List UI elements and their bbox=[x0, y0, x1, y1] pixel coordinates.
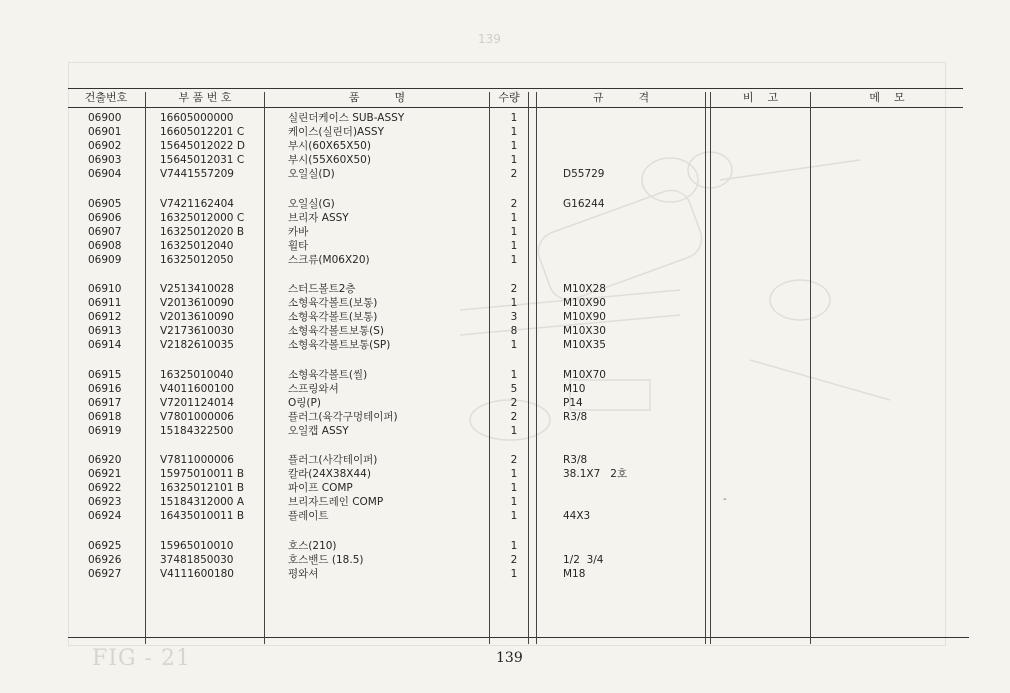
cell-item-no: 06916 bbox=[88, 383, 122, 395]
cell-part-number: V4111600180 bbox=[160, 568, 234, 580]
stray-mark: - bbox=[723, 494, 727, 505]
cell-part-number: V7421162404 bbox=[160, 198, 234, 210]
cell-quantity: 5 bbox=[510, 383, 518, 395]
cell-quantity: 1 bbox=[510, 540, 518, 552]
cell-part-name: 스터드볼트2층 bbox=[288, 283, 356, 295]
cell-part-number: V4011600100 bbox=[160, 383, 234, 395]
cell-spec: G16244 bbox=[563, 198, 605, 210]
column-divider bbox=[536, 92, 537, 644]
cell-part-number: V2513410028 bbox=[160, 283, 234, 295]
cell-part-name: 소형육각볼트(씰) bbox=[288, 369, 368, 381]
cell-item-no: 06901 bbox=[88, 126, 122, 138]
cell-part-name: 소형육각볼트보통(SP) bbox=[288, 339, 391, 351]
header-part-no: 부 품 번 호 bbox=[178, 91, 232, 104]
header-note: 비 고 bbox=[742, 91, 779, 104]
cell-quantity: 1 bbox=[510, 510, 518, 522]
cell-item-no: 06910 bbox=[88, 283, 122, 295]
cell-quantity: 1 bbox=[510, 425, 518, 437]
cell-quantity: 2 bbox=[510, 454, 518, 466]
cell-item-no: 06915 bbox=[88, 369, 122, 381]
cell-quantity: 1 bbox=[510, 212, 518, 224]
cell-part-name: 브리자 ASSY bbox=[288, 212, 349, 224]
cell-spec: M10X30 bbox=[563, 325, 606, 337]
cell-part-number: V7441557209 bbox=[160, 168, 234, 180]
cell-part-number: V2173610030 bbox=[160, 325, 234, 337]
cell-part-number: 15975010011 B bbox=[160, 468, 245, 480]
header-memo: 메 모 bbox=[869, 91, 905, 104]
cell-part-name: 실린더케이스 SUB-ASSY bbox=[288, 112, 405, 124]
cell-part-name: 호스밴드 (18.5) bbox=[288, 554, 364, 566]
cell-item-no: 06920 bbox=[88, 454, 122, 466]
cell-part-name: 케이스(실린더)ASSY bbox=[288, 126, 384, 138]
cell-part-name: 소형육각볼트(보통) bbox=[288, 297, 378, 309]
table-header-rule bbox=[68, 107, 963, 108]
cell-quantity: 2 bbox=[510, 168, 518, 180]
column-divider bbox=[705, 92, 706, 644]
cell-part-name: 부시(60X65X50) bbox=[288, 140, 371, 152]
cell-part-name: 호스(210) bbox=[288, 540, 337, 552]
cell-part-name: 오일캡 ASSY bbox=[288, 425, 349, 437]
cell-spec: M10X90 bbox=[563, 311, 606, 323]
cell-part-name: 카바 bbox=[288, 226, 309, 238]
cell-part-number: V2182610035 bbox=[160, 339, 234, 351]
cell-spec: P14 bbox=[563, 397, 583, 409]
cell-quantity: 1 bbox=[510, 240, 518, 252]
cell-part-name: 휠타 bbox=[288, 240, 309, 252]
cell-item-no: 06903 bbox=[88, 154, 122, 166]
cell-spec: M10X70 bbox=[563, 369, 606, 381]
cell-quantity: 2 bbox=[510, 198, 518, 210]
cell-quantity: 1 bbox=[510, 339, 518, 351]
cell-item-no: 06905 bbox=[88, 198, 122, 210]
cell-part-name: 오일실(G) bbox=[288, 198, 335, 210]
cell-part-number: 15965010010 bbox=[160, 540, 234, 552]
cell-part-number: 16325012020 B bbox=[160, 226, 245, 238]
table-top-rule bbox=[68, 88, 963, 89]
cell-part-name: 소형육각볼트(보통) bbox=[288, 311, 378, 323]
cell-quantity: 1 bbox=[510, 468, 518, 480]
cell-quantity: 2 bbox=[510, 283, 518, 295]
cell-part-name: O링(P) bbox=[288, 397, 321, 409]
header-name: 품 명 bbox=[348, 91, 406, 104]
cell-part-name: 부시(55X60X50) bbox=[288, 154, 371, 166]
cell-spec: M10X28 bbox=[563, 283, 606, 295]
page-number: 139 bbox=[496, 650, 523, 666]
cell-part-number: V2013610090 bbox=[160, 311, 234, 323]
cell-spec: R3/8 bbox=[563, 411, 588, 423]
cell-quantity: 2 bbox=[510, 554, 518, 566]
cell-part-number: 16435010011 B bbox=[160, 510, 245, 522]
cell-item-no: 06918 bbox=[88, 411, 122, 423]
cell-part-name: 소형육각볼트보통(S) bbox=[288, 325, 385, 337]
cell-part-name: 플러그(사각테이퍼) bbox=[288, 454, 378, 466]
cell-item-no: 06923 bbox=[88, 496, 122, 508]
cell-spec: M18 bbox=[563, 568, 586, 580]
cell-item-no: 06921 bbox=[88, 468, 122, 480]
cell-spec: 1/2 3/4 bbox=[563, 554, 604, 566]
column-divider bbox=[710, 92, 711, 644]
cell-part-number: 16605000000 bbox=[160, 112, 234, 124]
cell-part-name: 플레이트 bbox=[288, 510, 329, 522]
cell-quantity: 2 bbox=[510, 411, 518, 423]
cell-quantity: 1 bbox=[510, 496, 518, 508]
cell-part-name: 스크류(M06X20) bbox=[288, 254, 370, 266]
header-no: 건출번호 bbox=[84, 91, 128, 104]
cell-quantity: 1 bbox=[510, 226, 518, 238]
bleed-through-header: 139 bbox=[478, 32, 501, 46]
table-bottom-rule bbox=[68, 637, 969, 638]
cell-quantity: 1 bbox=[510, 154, 518, 166]
cell-item-no: 06904 bbox=[88, 168, 122, 180]
column-divider bbox=[489, 92, 490, 644]
cell-part-number: 16325012000 C bbox=[160, 212, 245, 224]
cell-spec: M10 bbox=[563, 383, 586, 395]
cell-quantity: 1 bbox=[510, 369, 518, 381]
cell-item-no: 06906 bbox=[88, 212, 122, 224]
cell-item-no: 06926 bbox=[88, 554, 122, 566]
cell-quantity: 8 bbox=[510, 325, 518, 337]
cell-item-no: 06919 bbox=[88, 425, 122, 437]
cell-item-no: 06917 bbox=[88, 397, 122, 409]
cell-part-name: 스프링와셔 bbox=[288, 383, 339, 395]
cell-part-number: V7801000006 bbox=[160, 411, 234, 423]
bleed-through-footer: FIG - 21 bbox=[92, 646, 191, 671]
cell-part-number: 15645012031 C bbox=[160, 154, 245, 166]
cell-item-no: 06900 bbox=[88, 112, 122, 124]
cell-quantity: 1 bbox=[510, 297, 518, 309]
cell-quantity: 1 bbox=[510, 568, 518, 580]
cell-part-number: V7201124014 bbox=[160, 397, 234, 409]
cell-item-no: 06913 bbox=[88, 325, 122, 337]
cell-part-name: 오일실(D) bbox=[288, 168, 335, 180]
cell-part-number: 15184312000 A bbox=[160, 496, 245, 508]
cell-part-number: 15184322500 bbox=[160, 425, 234, 437]
cell-spec: 44X3 bbox=[563, 510, 591, 522]
cell-part-name: 칼라(24X38X44) bbox=[288, 468, 371, 480]
cell-quantity: 2 bbox=[510, 397, 518, 409]
cell-spec: D55729 bbox=[563, 168, 605, 180]
cell-item-no: 06924 bbox=[88, 510, 122, 522]
cell-quantity: 1 bbox=[510, 482, 518, 494]
cell-spec: R3/8 bbox=[563, 454, 588, 466]
cell-item-no: 06908 bbox=[88, 240, 122, 252]
cell-part-number: 16325012101 B bbox=[160, 482, 245, 494]
cell-item-no: 06907 bbox=[88, 226, 122, 238]
cell-part-name: 플러그(육각구멍테이퍼) bbox=[288, 411, 398, 423]
cell-part-number: 16325012040 bbox=[160, 240, 234, 252]
cell-item-no: 06911 bbox=[88, 297, 122, 309]
cell-item-no: 06922 bbox=[88, 482, 122, 494]
cell-part-number: 15645012022 D bbox=[160, 140, 245, 152]
cell-part-number: V7811000006 bbox=[160, 454, 234, 466]
cell-quantity: 1 bbox=[510, 254, 518, 266]
header-spec: 규 격 bbox=[592, 91, 650, 104]
cell-part-number: 16605012201 C bbox=[160, 126, 245, 138]
column-divider bbox=[810, 92, 811, 644]
cell-quantity: 1 bbox=[510, 126, 518, 138]
cell-part-name: 평와셔 bbox=[288, 568, 319, 580]
cell-part-number: 37481850030 bbox=[160, 554, 234, 566]
cell-part-name: 브리자드레인 COMP bbox=[288, 496, 384, 508]
cell-part-name: 파이프 COMP bbox=[288, 482, 353, 494]
cell-item-no: 06925 bbox=[88, 540, 122, 552]
cell-item-no: 06909 bbox=[88, 254, 122, 266]
cell-part-number: 16325010040 bbox=[160, 369, 234, 381]
cell-quantity: 1 bbox=[510, 140, 518, 152]
cell-spec: 38.1X7 2호 bbox=[563, 468, 628, 480]
column-divider bbox=[528, 92, 529, 644]
cell-spec: M10X90 bbox=[563, 297, 606, 309]
cell-quantity: 3 bbox=[510, 311, 518, 323]
cell-part-number: 16325012050 bbox=[160, 254, 234, 266]
cell-spec: M10X35 bbox=[563, 339, 606, 351]
cell-item-no: 06902 bbox=[88, 140, 122, 152]
header-qty: 수량 bbox=[498, 91, 520, 104]
cell-part-number: V2013610090 bbox=[160, 297, 234, 309]
cell-item-no: 06927 bbox=[88, 568, 122, 580]
cell-item-no: 06914 bbox=[88, 339, 122, 351]
cell-quantity: 1 bbox=[510, 112, 518, 124]
cell-item-no: 06912 bbox=[88, 311, 122, 323]
